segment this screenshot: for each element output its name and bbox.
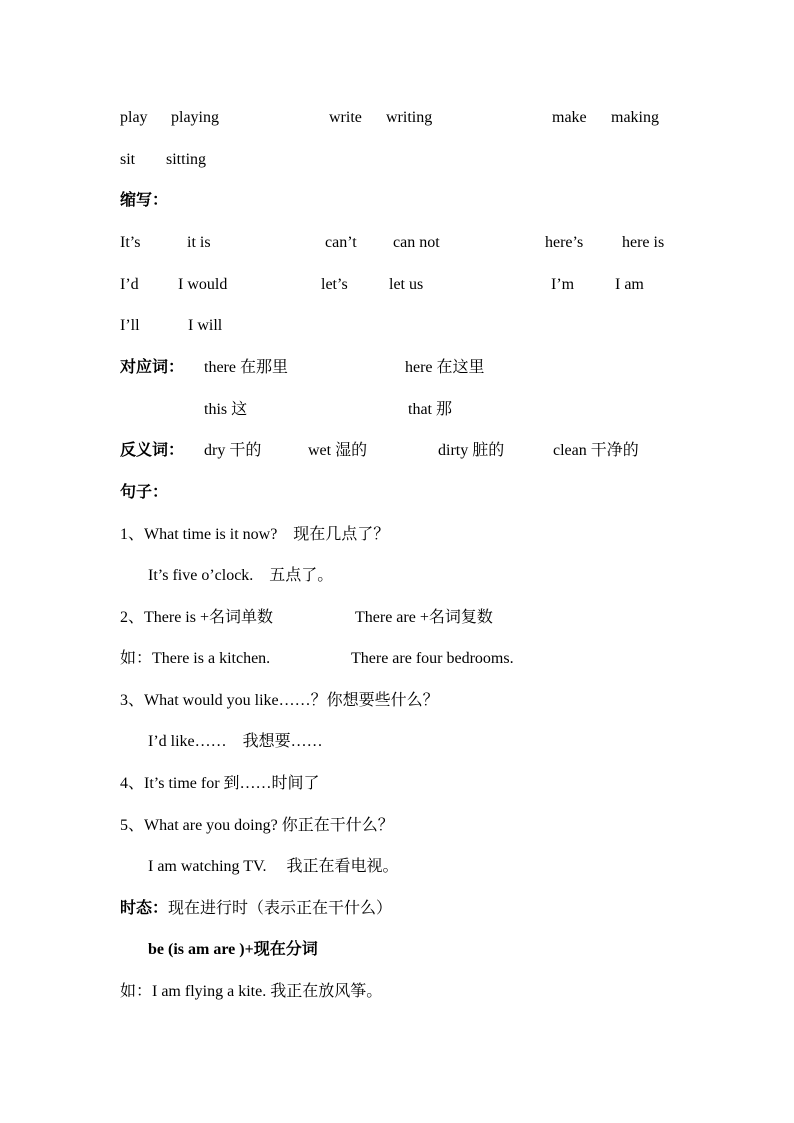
correspond-word: that 那 bbox=[408, 401, 452, 418]
contraction-full: it is bbox=[187, 234, 211, 251]
word-write: write bbox=[329, 109, 362, 126]
contraction-short: can’t bbox=[325, 234, 357, 251]
word-writing: writing bbox=[386, 109, 433, 126]
contraction-full: can not bbox=[393, 234, 440, 251]
sentence-line: 5、What are you doing? 你正在干什么？ bbox=[120, 817, 394, 834]
contraction-full: let us bbox=[389, 276, 424, 293]
contraction-full: here is bbox=[622, 234, 665, 251]
antonym-word: wet 湿的 bbox=[308, 442, 368, 459]
contraction-full: I would bbox=[178, 276, 228, 293]
sentence-line: There are four bedrooms. bbox=[351, 650, 514, 667]
correspond-word: this 这 bbox=[204, 401, 248, 418]
tense-line bbox=[120, 899, 392, 919]
sentence-line: 如：There is a kitchen. bbox=[120, 650, 271, 667]
correspond-word: there 在那里 bbox=[204, 359, 288, 376]
tense-heading: 时态： bbox=[120, 900, 169, 917]
antonyms-heading: 反义词： bbox=[120, 442, 185, 459]
word-sitting: sitting bbox=[166, 151, 207, 168]
contraction-full: I will bbox=[188, 317, 223, 334]
correspond-word: here 在这里 bbox=[405, 359, 485, 376]
contraction-short: I’m bbox=[551, 276, 575, 293]
sentence-line: 2、There is +名词单数 bbox=[120, 609, 274, 626]
antonym-word: dirty 脏的 bbox=[438, 442, 505, 459]
contraction-short: let’s bbox=[321, 276, 348, 293]
tense-formula: be (is am are )+现在分词 bbox=[148, 941, 318, 958]
sentence-line: 4、It’s time for 到……时间了 bbox=[120, 775, 320, 792]
antonym-word: clean 干净的 bbox=[553, 442, 639, 459]
sentences-heading: 句子： bbox=[120, 484, 169, 501]
contraction-short: I’ll bbox=[120, 317, 140, 334]
sentence-line: 3、What would you like……？你想要些什么？ bbox=[120, 692, 439, 709]
sentence-line: It’s five o’clock. 五点了。 bbox=[148, 567, 334, 584]
correspond-heading: 对应词： bbox=[120, 359, 185, 376]
contraction-short: here’s bbox=[545, 234, 584, 251]
word-making: making bbox=[611, 109, 659, 126]
sentence-line: 1、What time is it now? 现在几点了？ bbox=[120, 526, 390, 543]
contraction-full: I am bbox=[615, 276, 644, 293]
sentence-line: There are +名词复数 bbox=[355, 609, 493, 626]
word-playing: playing bbox=[171, 109, 219, 126]
antonym-word: dry 干的 bbox=[204, 442, 262, 459]
tense-description: 现在进行时（表示正在干什么） bbox=[168, 900, 393, 917]
contraction-short: It’s bbox=[120, 234, 141, 251]
word-sit: sit bbox=[120, 151, 136, 168]
word-play: play bbox=[120, 109, 148, 126]
contractions-heading: 缩写： bbox=[120, 192, 169, 209]
contraction-short: I’d bbox=[120, 276, 139, 293]
sentence-line: I am watching TV. 我正在看电视。 bbox=[148, 858, 399, 875]
tense-example: 如：I am flying a kite. 我正在放风筝。 bbox=[120, 983, 383, 1000]
sentence-line: I’d like…… 我想要…… bbox=[148, 733, 323, 750]
word-make: make bbox=[552, 109, 587, 126]
